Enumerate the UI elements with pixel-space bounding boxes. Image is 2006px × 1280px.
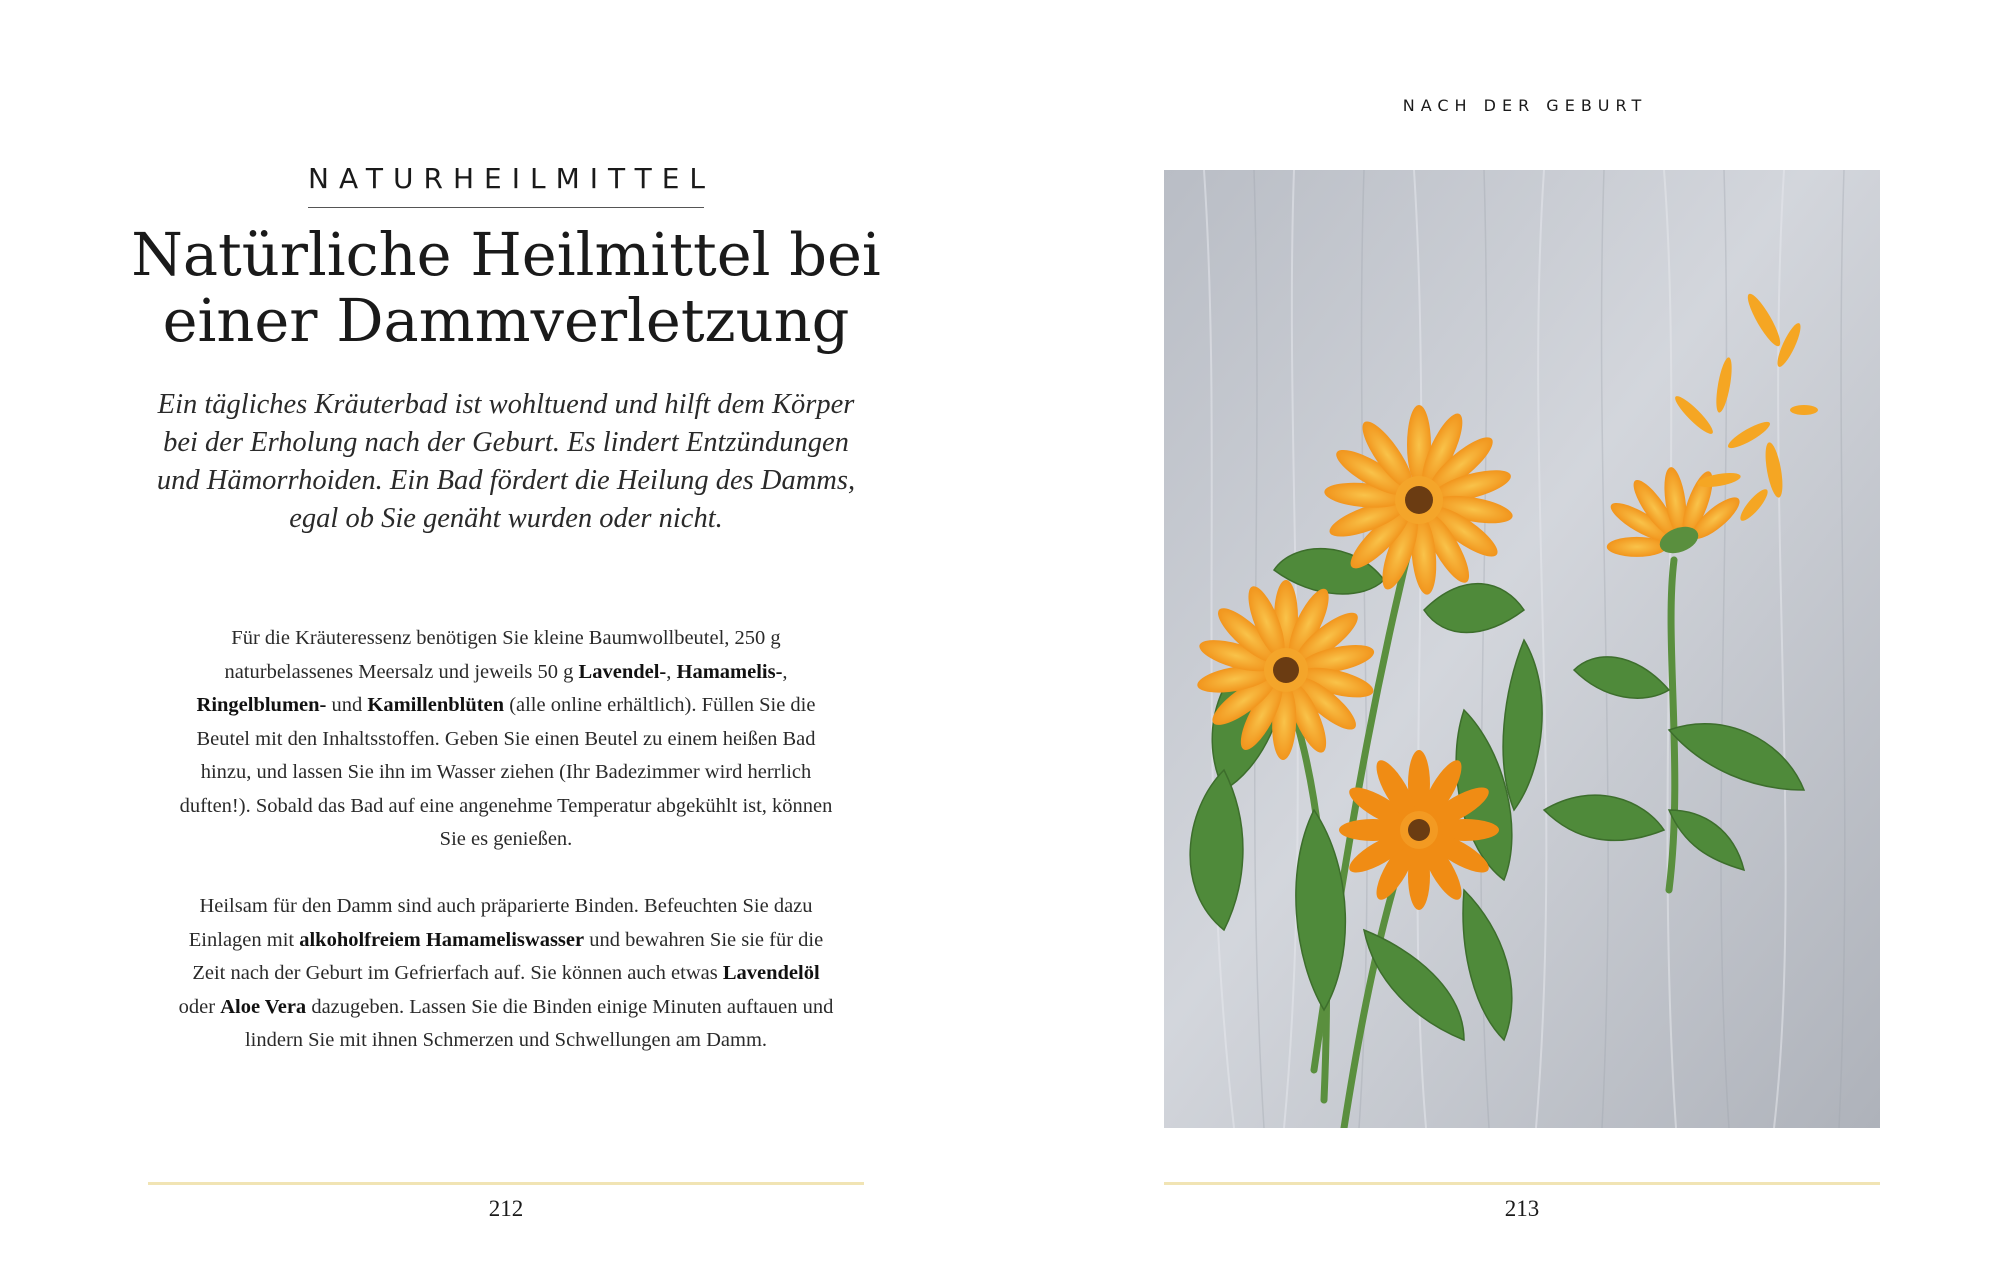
- p1-bold-lavendel: Lavendel-: [578, 660, 667, 683]
- category-label: NATURHEILMITTEL: [308, 162, 704, 208]
- page-title: [120, 222, 892, 354]
- p2-bold-aloe-vera: Aloe Vera: [220, 995, 307, 1018]
- body-paragraph-1: [172, 622, 840, 857]
- p1-bold-kamillenblueten: Kamillenblüten: [367, 694, 505, 716]
- p2-bold-hamameliswasser: alkoholfreiem Hamameliswasser: [299, 928, 585, 951]
- p2-text-2: und bewahren Sie sie für die Zeit nach der Geburt im Gefrierfach auf. Sie können auch etwas: [192, 928, 824, 984]
- lead-paragraph: Ein tägliches Kräuterbad ist wohltuend und hilft dem Körper bei der Erholung nach der Geburt. Es lindert Entzündungen und Hämorrhoiden. Ein Bad fördert die Heilung des Damms, egal ob Sie genäht wurden oder nicht.: [156, 389, 856, 534]
- p2-text-1: Heilsam für den Damm sind auch präparierte Binden. Befeuchten Sie dazu Einlagen mit: [188, 895, 813, 951]
- page-number-right: 213: [1504, 1196, 1540, 1221]
- p1-text-3: ,: [782, 660, 788, 683]
- page-number-left: 212: [488, 1196, 524, 1221]
- p1-text-5: (alle online erhältlich). Füllen Sie die Beutel mit den Inhaltsstoffen. Geben Sie einen Beutel zu einem heißen Bad hinzu, und lassen Sie ihn im Wasser ziehen (Ihr Badezimmer wird herrlich duften!). Sobald das Bad auf eine angenehme Temperatur abgekühlt ist, können Sie es genießen.: [179, 694, 833, 850]
- footer-rule-right: [1164, 1182, 1880, 1185]
- body-paragraph-2: [172, 890, 840, 1058]
- title-line-2: einer Dammverletzung: [162, 286, 850, 355]
- p1-bold-hamamelis: Hamamelis-: [676, 660, 783, 683]
- p1-text-4: und: [326, 694, 368, 716]
- title-line-1: Natürliche Heilmittel bei: [131, 220, 881, 289]
- footer-rule-left: [148, 1182, 864, 1185]
- p2-text-3: oder: [178, 995, 221, 1018]
- p1-text-2: ,: [666, 660, 677, 683]
- running-head: NACH DER GEBURT: [1402, 96, 1648, 115]
- p2-bold-lavendeloel: Lavendelöl: [722, 962, 820, 984]
- p2-text-4: dazugeben. Lassen Sie die Binden einige Minuten auftauen und lindern Sie mit ihnen Schmerzen und Schwellungen am Damm.: [244, 995, 834, 1051]
- p1-bold-ringelblumen: Ringelblumen-: [196, 694, 327, 716]
- calendula-photo: [1164, 170, 1880, 1128]
- p1-text-1: Für die Kräuteressenz benötigen Sie kleine Baumwollbeutel, 250 g naturbelassenes Meersalz und jeweils 50 g: [224, 627, 781, 683]
